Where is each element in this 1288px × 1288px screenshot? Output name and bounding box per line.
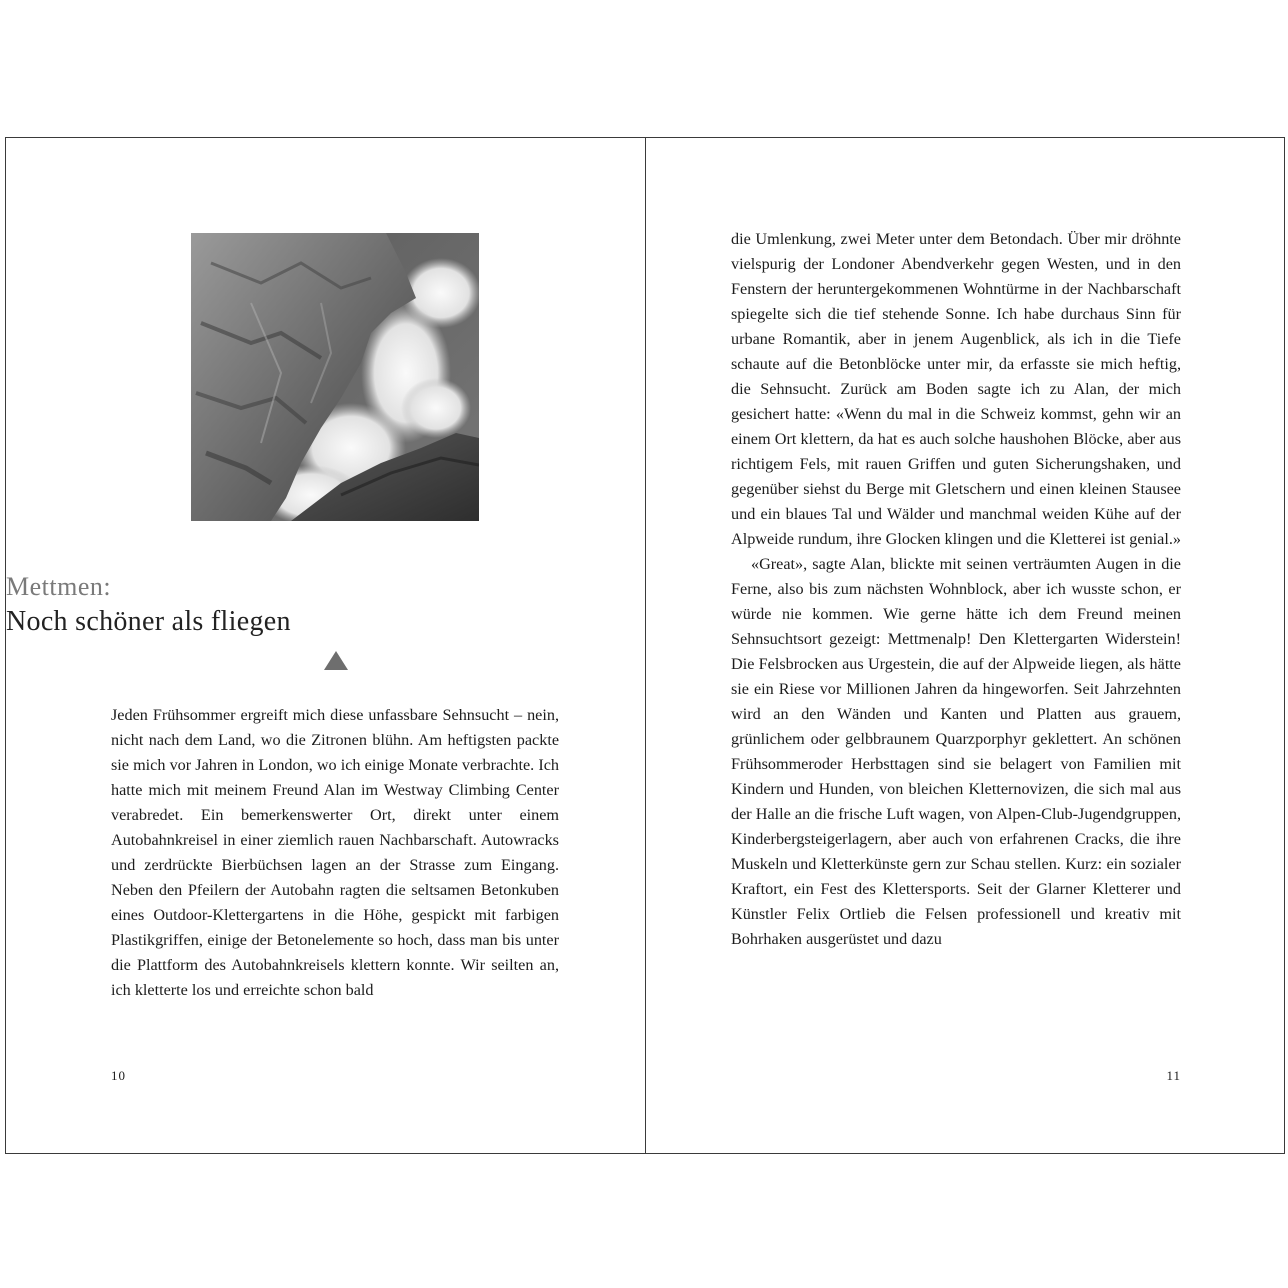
chapter-photo <box>191 233 479 521</box>
paragraph: «Great», sagte Alan, blickte mit seinen verträumten Augen in die Ferne, also bis zum nächsten Wohnblock, aber ich wusste schon, er würde nie kommen. Wie gerne hätte ich dem Freund meinen Sehnsuchtsort gezeigt: Mettmenalp! Den Klettergarten Widerstein! Die Felsbrocken aus Urgestein, die auf der Alpweide liegen, als hätte sie ein Riese vor Millionen Jahren da hingeworfen. Seit Jahrzehnten wird an den Wänden und Kanten und Platten aus grauem, grünlichem oder gelbbraunem Quarzporphyr geklettert. An schönen Frühsommeroder Herbsttagen sind sie belagert von Familien mit Kindern und Hunden, von bleichen Kletternovizen, die sich mal aus der Halle an die frische Luft wagen, von Alpen-Club-Jugendgruppen, Kinderbergsteigerlagern, aber auch von erfahrenen Cracks, die ihre Muskeln und Kletterkünste gern zur Schau stellen. Kurz: ein sozialer Kraftort, ein Fest des Klettersports. Seit der Glarner Kletterer und Künstler Felix Ortlieb die Felsen professionell und kreativ mit Bohrhaken ausgerüstet und dazu <box>731 555 1181 948</box>
triangle-ornament-icon <box>324 651 348 670</box>
paragraph: Jeden Frühsommer ergreift mich diese unfassbare Sehnsucht – nein, nicht nach dem Land, wo die Zitronen blühn. Am heftigsten packte sie mich vor Jahren in London, wo ich einige Monate verbrachte. Ich hatte mich mit meinem Freund Alan im Westway Climbing Center verabredet. Ein bemerkenswerter Ort, direkt unter einem Autobahnkreisel in einer ziemlich rauen Nachbarschaft. Autowracks und zerdrückte Bierbüchsen lagen an der Strasse zum Eingang. Neben den Pfeilern der Autobahn ragten die seltsamen Betonkuben eines Outdoor-Klettergartens in die Höhe, gespickt mit farbigen Plastikgriffen, einige der Betonelemente so hoch, dass man bis unter die Plattform des Autobahnkreisels klettern konnte. Wir seilten an, ich kletterte los und erreichte schon bald <box>111 706 559 999</box>
chapter-title: Noch schöner als fliegen <box>6 606 291 637</box>
paragraph: die Umlenkung, zwei Meter unter dem Betondach. Über mir dröhnte vielspurig der Londoner Abendverkehr gegen Westen, und in den Fenstern der heruntergekommenen Wohntürme in der Nachbarschaft spiegelte sich die tief stehende Sonne. Ich habe durchaus Sinn für urbane Romantik, aber in jenem Augenblick, als ich in die Tiefe schaute auf die Betonblöcke unter mir, da erfasste sie mich heftig, die Sehnsucht. Zurück am Boden sagte ich zu Alan, der mich gesichert hatte: «Wenn du mal in die Schweiz kommst, gehn wir an einem Ort klettern, da hat es auch solche haushohen Blöcke, aber aus richtigem Fels, mit rauen Griffen und guten Sicherungshaken, und gegenüber siehst du Berge mit Gletschern und einen kleinen Stausee und ein blaues Tal und Wälder und manchmal weiden Kühe auf der Alpweide rundum, ihre Glocken klingen und die Kletterei ist genial.» <box>731 230 1181 548</box>
left-page <box>6 138 646 1153</box>
page-number: 11 <box>1166 1068 1181 1083</box>
page-number: 10 <box>111 1068 126 1083</box>
left-body-text <box>111 703 559 1003</box>
chapter-kicker: Mettmen: <box>6 572 112 601</box>
right-body-text <box>731 227 1181 952</box>
book-spread <box>5 137 1285 1154</box>
right-page <box>646 138 1284 1153</box>
